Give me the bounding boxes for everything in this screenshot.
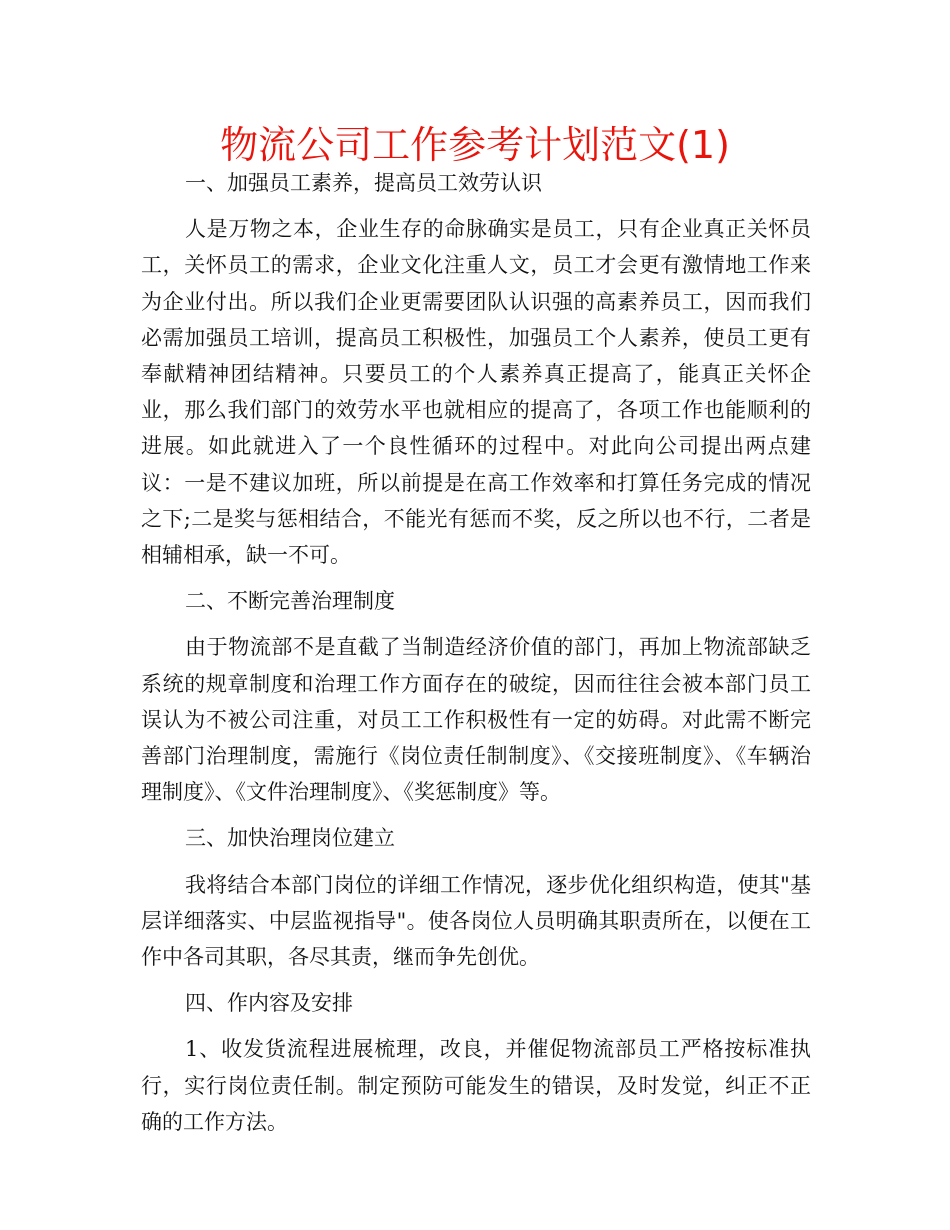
section-paragraph-1: 人是万物之本，企业生存的命脉确实是员工，只有企业真正关怀员工，关怀员工的需求，企业文化注重人文，员工才会更有激情地工作来为企业付出。所以我们企业更需要团队认识强的高素养员工，因而我们必需加强员工培训，提高员工积极性，加强员工个人素养，使员工更有奉献精神团结精神。只要员工的个人素养真正提高了，能真正关怀企业，那么我们部门的效劳水平也就相应的提高了，各项工作也能顺利的进展。如此就进入了一个良性循环的过程中。对此向公司提出两点建议：一是不建议加班，所以前提是在高工作效率和打算任务完成的情况之下;二是奖与惩相结合，不能光有惩而不奖，反之所以也不行，二者是相辅相承，缺一不可。	[141, 217, 811, 568]
document-title: 物流公司工作参考计划范文(1)	[220, 123, 730, 167]
spacer	[141, 1021, 811, 1031]
section-heading-3: 三、加快治理岗位建立	[185, 826, 395, 851]
section-paragraph-2: 由于物流部不是直截了当制造经济价值的部门，再加上物流部缺乏系统的规章制度和治理工作方面存在的破绽，因而往往会被本部门员工误认为不被公司注重，对员工工作积极性有一定的妨碍。对此需不断完善部门治理制度，需施行《岗位责任制制度》、《交接班制度》、《车辆治理制度》、《文件治理制度》、《奖惩制度》等。	[141, 635, 811, 805]
spacer	[141, 573, 811, 583]
spacer	[141, 975, 811, 985]
spacer	[141, 857, 811, 867]
section-heading-1: 一、加强员工素养，提高员工效劳认识	[185, 171, 542, 195]
document-body	[141, 165, 811, 1140]
section-heading-2: 二、不断完善治理制度	[185, 589, 395, 614]
spacer	[141, 810, 811, 820]
spacer	[141, 201, 811, 211]
section-paragraph-3: 我将结合本部门岗位的详细工作情况，逐步优化组织构造，使其"基层详细落实、中层监视指导"。使各岗位人员明确其职责所在，以便在工作中各司其职，各尽其责，继而争先创优。	[141, 872, 811, 970]
spacer	[141, 619, 811, 629]
section-heading-4: 四、作内容及安排	[185, 991, 353, 1016]
section-paragraph-4: 1、收发货流程进展梳理，改良，并催促物流部员工严格按标准执行，实行岗位责任制。制定预防可能发生的错误，及时发觉，纠正不正确的工作方法。	[141, 1037, 811, 1134]
